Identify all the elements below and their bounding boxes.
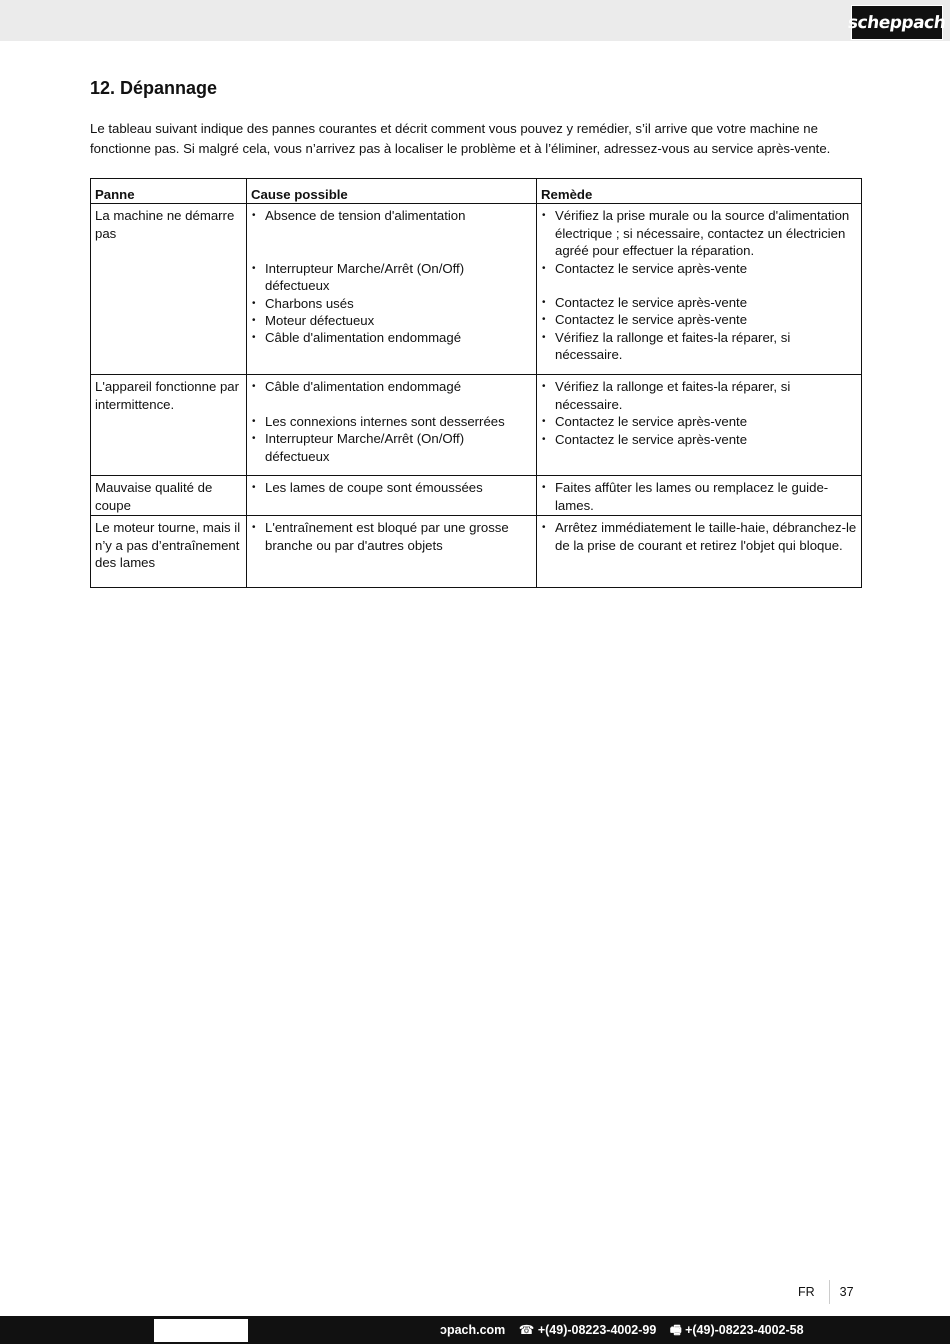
- remede-item: • Contactez le service après-vente: [541, 431, 857, 448]
- troubleshooting-table: [90, 178, 862, 588]
- table-header-row: [91, 179, 862, 204]
- language-code: FR: [798, 1280, 830, 1304]
- footer-phone: ☎ +(49)-08223-4002-99: [518, 1323, 657, 1337]
- remede-item: • Vérifiez la prise murale ou la source d'alimentation électrique ; si nécessaire, contactez un électricien agréé pour effectuer la réparation.: [541, 207, 857, 259]
- cause-item: • L'entraînement est bloqué par une grosse branche ou par d'autres objets: [251, 519, 532, 554]
- cause-cell: [247, 204, 537, 375]
- footer-bar: [0, 1316, 950, 1344]
- page-number: 37: [839, 1285, 854, 1299]
- cause-item: • Charbons usés: [251, 295, 532, 312]
- intro-paragraph: Le tableau suivant indique des pannes courantes et décrit comment vous pouvez y remédier, s’il arrive que votre machine ne fonctionne pas. Si malgré cela, vous n’arrivez pas à localiser le problème et à l’éliminer, adressez-vous au service après-vente.: [90, 121, 831, 156]
- remede-item: • Contactez le service après-vente: [541, 260, 857, 277]
- remede-cell: [537, 204, 862, 375]
- remede-item: • Vérifiez la rallonge et faites-la réparer, si nécessaire.: [541, 378, 857, 413]
- table-row: [91, 476, 862, 516]
- header-band: [0, 0, 950, 41]
- cause-item: • Câble d'alimentation endommagé: [251, 378, 532, 395]
- header-panne: Panne: [91, 179, 247, 204]
- section-title: 12. Dépannage: [90, 78, 218, 98]
- footer-logo-box: [154, 1319, 248, 1342]
- footer-fax: 🖷 +(49)-08223-4002-58: [669, 1323, 804, 1337]
- footer-web: ɔpach.com: [440, 1323, 506, 1337]
- cause-cell: [247, 375, 537, 476]
- panne-cell: Le moteur tourne, mais il n’y a pas d’entraînement des lames: [91, 516, 247, 588]
- remede-item: • Faites affûter les lames ou remplacez le guide-lames.: [541, 479, 857, 514]
- remede-cell: [537, 516, 862, 588]
- remede-cell: [537, 375, 862, 476]
- panne-cell: L'appareil fonctionne par intermittence.: [91, 375, 247, 476]
- remede-cell: [537, 476, 862, 516]
- cause-item: • Les connexions internes sont desserrées: [251, 413, 532, 430]
- table-row: [91, 204, 862, 375]
- cause-item: • Interrupteur Marche/Arrêt (On/Off) défectueux: [251, 260, 532, 295]
- cause-item: • Absence de tension d'alimentation: [251, 207, 532, 224]
- remede-item: • Vérifiez la rallonge et faites-la réparer, si nécessaire.: [541, 329, 857, 364]
- header-remede: Remède: [537, 179, 862, 204]
- cause-cell: [247, 516, 537, 588]
- page-meta: [798, 1280, 854, 1304]
- brand-logo: scheppach: [851, 5, 943, 40]
- remede-item: • Contactez le service après-vente: [541, 311, 857, 328]
- cause-cell: [247, 476, 537, 516]
- remede-item: • Contactez le service après-vente: [541, 294, 857, 311]
- table-row: [91, 516, 862, 588]
- cause-item: • Les lames de coupe sont émoussées: [251, 479, 532, 496]
- remede-item: • Contactez le service après-vente: [541, 413, 857, 430]
- header-cause: Cause possible: [247, 179, 537, 204]
- footer-contact: [440, 1321, 814, 1342]
- remede-item: • Arrêtez immédiatement le taille-haie, débranchez-le de la prise de courant et retirez l'objet qui bloque.: [541, 519, 857, 554]
- cause-item: • Moteur défectueux: [251, 312, 532, 329]
- cause-item: • Interrupteur Marche/Arrêt (On/Off) défectueux: [251, 430, 532, 465]
- panne-cell: Mauvaise qualité de coupe: [91, 476, 247, 516]
- cause-item: • Câble d'alimentation endommagé: [251, 329, 532, 346]
- table-row: [91, 375, 862, 476]
- panne-cell: La machine ne démarre pas: [91, 204, 247, 375]
